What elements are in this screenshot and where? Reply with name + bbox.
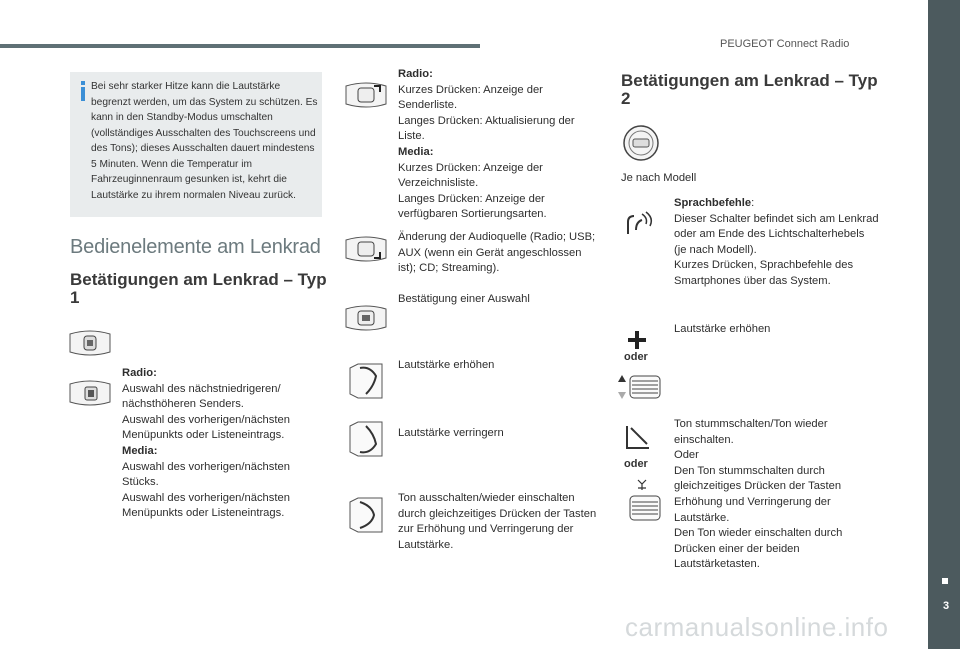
type1-media-label: Media: (122, 444, 158, 457)
info-icon (76, 80, 90, 102)
info-text: Bei sehr starker Hitze kann die Lautstärke begrenzt werden, um das System zu schützen. Es kann in den Standby-Modus umschalten (vollständiges Ausschalten des Touchscreens und des Tons); dieses Ausschalten dauert mindestens 5 Minuten. Wenn die Temperatur im Fahrzeuginnenraum gesunken ist, kehrt die Lautstärke zu ihrem normalen Niveau zurück. (91, 81, 318, 201)
volume-up-icon (346, 362, 386, 400)
middle-radio-label: Radio: (398, 68, 433, 80)
steering-wheel-roller-icon (68, 380, 112, 406)
type1-text (122, 366, 322, 522)
type2-vol-up-text: Lautstärke erhöhen (674, 323, 771, 335)
watermark: carmanualsonline.info (625, 612, 889, 642)
middle-media-long: Langes Drücken: Anzeige der verfügbaren Sortierungsarten. (398, 192, 547, 221)
middle-media-short: Kurzes Drücken: Anzeige der Verzeichnisliste. (398, 161, 543, 190)
steering-button-icon (344, 82, 388, 108)
type1-radio-text: Auswahl des nächstniedrigeren/ nächsthöheren Senders. (122, 382, 281, 411)
middle-vol-down-text: Lautstärke verringern (398, 427, 504, 439)
middle-radio-media-text (398, 67, 598, 223)
voice-label: Sprachbefehle (674, 197, 752, 209)
voice-colon: : (751, 197, 755, 209)
voice-description2: Kurzes Drücken, Sprachbefehle des Smartphones über das System. (674, 259, 854, 287)
type2-mute-4: Den Ton wieder einschalten durch Drücken einer der beiden Lautstärketasten. (674, 527, 843, 571)
mute-icon (346, 496, 386, 534)
top-rule (0, 44, 480, 48)
mute-roller-icon (628, 478, 662, 524)
type1-media-text2: Auswahl des vorherigen/nächsten Menüpunkts oder Listeneintrags. (122, 491, 290, 520)
volume-down-icon (346, 420, 386, 458)
type2-mute-2: Oder (674, 449, 699, 462)
steering-wheel-icon (621, 124, 661, 162)
type2-mute-text (674, 417, 874, 573)
mute-speaker-icon (625, 422, 651, 452)
page-number: 3 (943, 600, 950, 612)
voice-description: Dieser Schalter befindet sich am Lenkrad oder am Ende des Lichtschalterhebels (je nach Modell). (674, 212, 879, 256)
type1-media-text: Auswahl des vorherigen/nächsten Stücks. (122, 460, 290, 489)
heading-type1: Betätigungen am Lenkrad – Typ 1 (70, 270, 327, 307)
type2-mute-3: Den Ton stummschalten durch gleichzeitiges Drücken der Tasten Erhöhung und Verringerung der Lautstärke. (674, 464, 842, 524)
section-title: Bedienelemente am Lenkrad (70, 236, 321, 258)
steering-switch-icon (68, 330, 112, 356)
middle-source-text: Änderung der Audioquelle (Radio; USB; AUX (wenn ein Gerät angeschlossen ist); CD; Streaming). (398, 231, 596, 275)
steering-button-icon (344, 305, 388, 331)
type1-radio-label: Radio: (122, 367, 157, 379)
middle-media-label: Media: (398, 145, 434, 158)
info-box (70, 72, 322, 217)
header-title: PEUGEOT Connect Radio (720, 38, 850, 50)
middle-radio-long: Langes Drücken: Aktualisierung der Liste. (398, 114, 575, 143)
voice-text (674, 196, 879, 290)
type2-mute-1: Ton stummschalten/Ton wieder einschalten. (674, 418, 828, 446)
middle-radio-short: Kurzes Drücken: Anzeige der Senderliste. (398, 83, 543, 112)
oder-label: oder (624, 458, 648, 470)
heading-type2: Betätigungen am Lenkrad – Typ 2 (621, 71, 878, 108)
middle-vol-up-text: Lautstärke erhöhen (398, 359, 495, 371)
plus-icon (627, 330, 647, 350)
type1-radio-text2: Auswahl des vorherigen/nächsten Menüpunkts oder Listeneintrags. (122, 413, 290, 442)
volume-roller-icon (618, 374, 662, 400)
oder-label: oder (624, 351, 648, 363)
je-nach-modell: Je nach Modell (621, 172, 697, 184)
middle-mute-text: Ton ausschalten/wieder einschalten durch gleichzeitiges Drücken der Tasten zur Erhöhung und Verringerung der Lautstärke. (398, 492, 597, 551)
middle-confirm-text: Bestätigung einer Auswahl (398, 293, 530, 305)
right-side-band (928, 0, 960, 649)
steering-button-icon (344, 236, 388, 262)
voice-command-icon (624, 210, 654, 236)
page-marker (942, 578, 948, 584)
